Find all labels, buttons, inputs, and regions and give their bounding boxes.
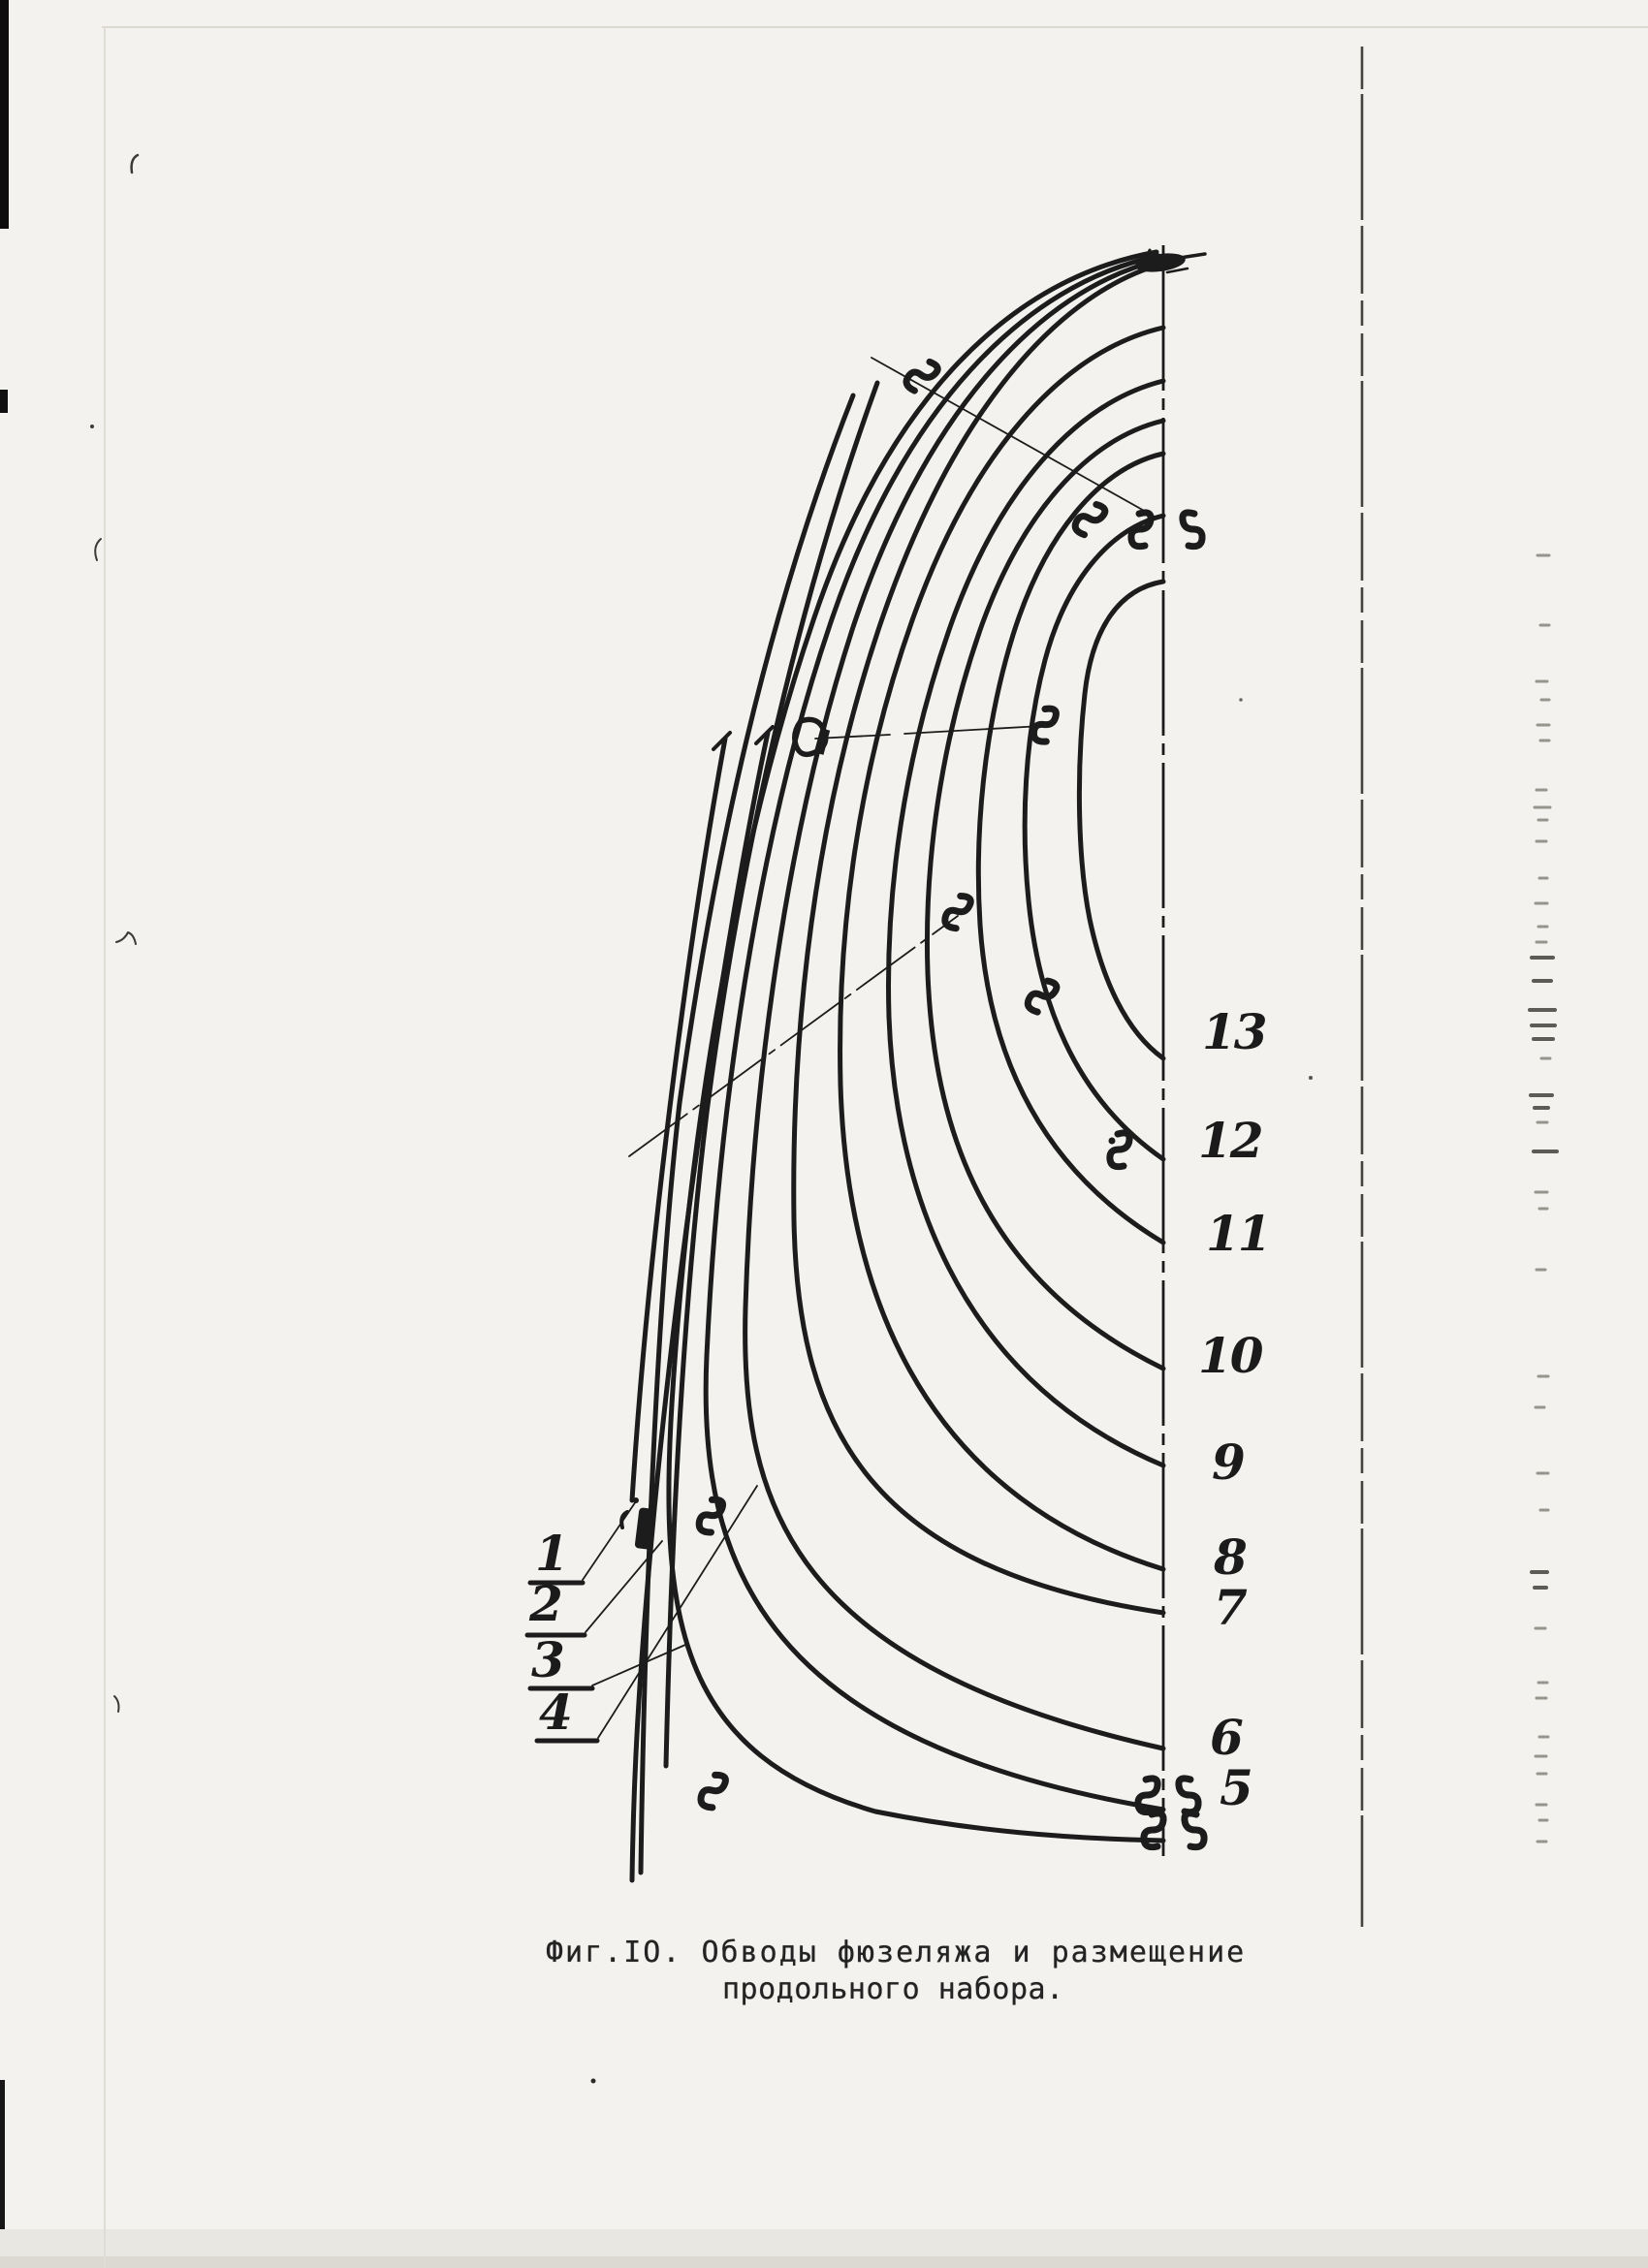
stringer-label-2: 2 (529, 1575, 561, 1632)
contour-6 (745, 260, 1163, 1748)
contour-12 (1025, 516, 1163, 1159)
contour-label-11: 11 (1206, 1205, 1270, 1262)
contour-label-6: 6 (1210, 1709, 1242, 1766)
contour-label-13: 13 (1202, 1003, 1266, 1060)
bleedthrough-marks (1535, 555, 1550, 1842)
stringer-label-1: 1 (535, 1525, 567, 1582)
stringer-4 (666, 383, 877, 1766)
contour-label-7: 7 (1214, 1579, 1246, 1636)
contour-label-12: 12 (1198, 1112, 1262, 1169)
contour-13 (1079, 582, 1163, 1058)
leader-label-2 (586, 1541, 662, 1632)
fuselage-contour-curves (669, 252, 1163, 1841)
bleedthrough-marks-dark (1530, 958, 1557, 1588)
margin-specks (95, 155, 138, 1712)
contour-label-9: 9 (1212, 1433, 1244, 1491)
contour-label-8: 8 (1214, 1528, 1246, 1586)
contour-label-10: 10 (1198, 1327, 1262, 1384)
leader-top-diagonal (872, 358, 1155, 517)
stringer-label-4: 4 (539, 1684, 571, 1741)
figure-caption-line1: Фиг.IO. Обводы фюзеляжа и размещение (546, 1936, 1247, 1969)
contour-bottom (669, 252, 1163, 1841)
figure-caption-line2: продольного набора. (722, 1972, 1064, 2006)
contour-label-5: 5 (1220, 1759, 1252, 1816)
stringer-label-3: 3 (531, 1631, 563, 1688)
